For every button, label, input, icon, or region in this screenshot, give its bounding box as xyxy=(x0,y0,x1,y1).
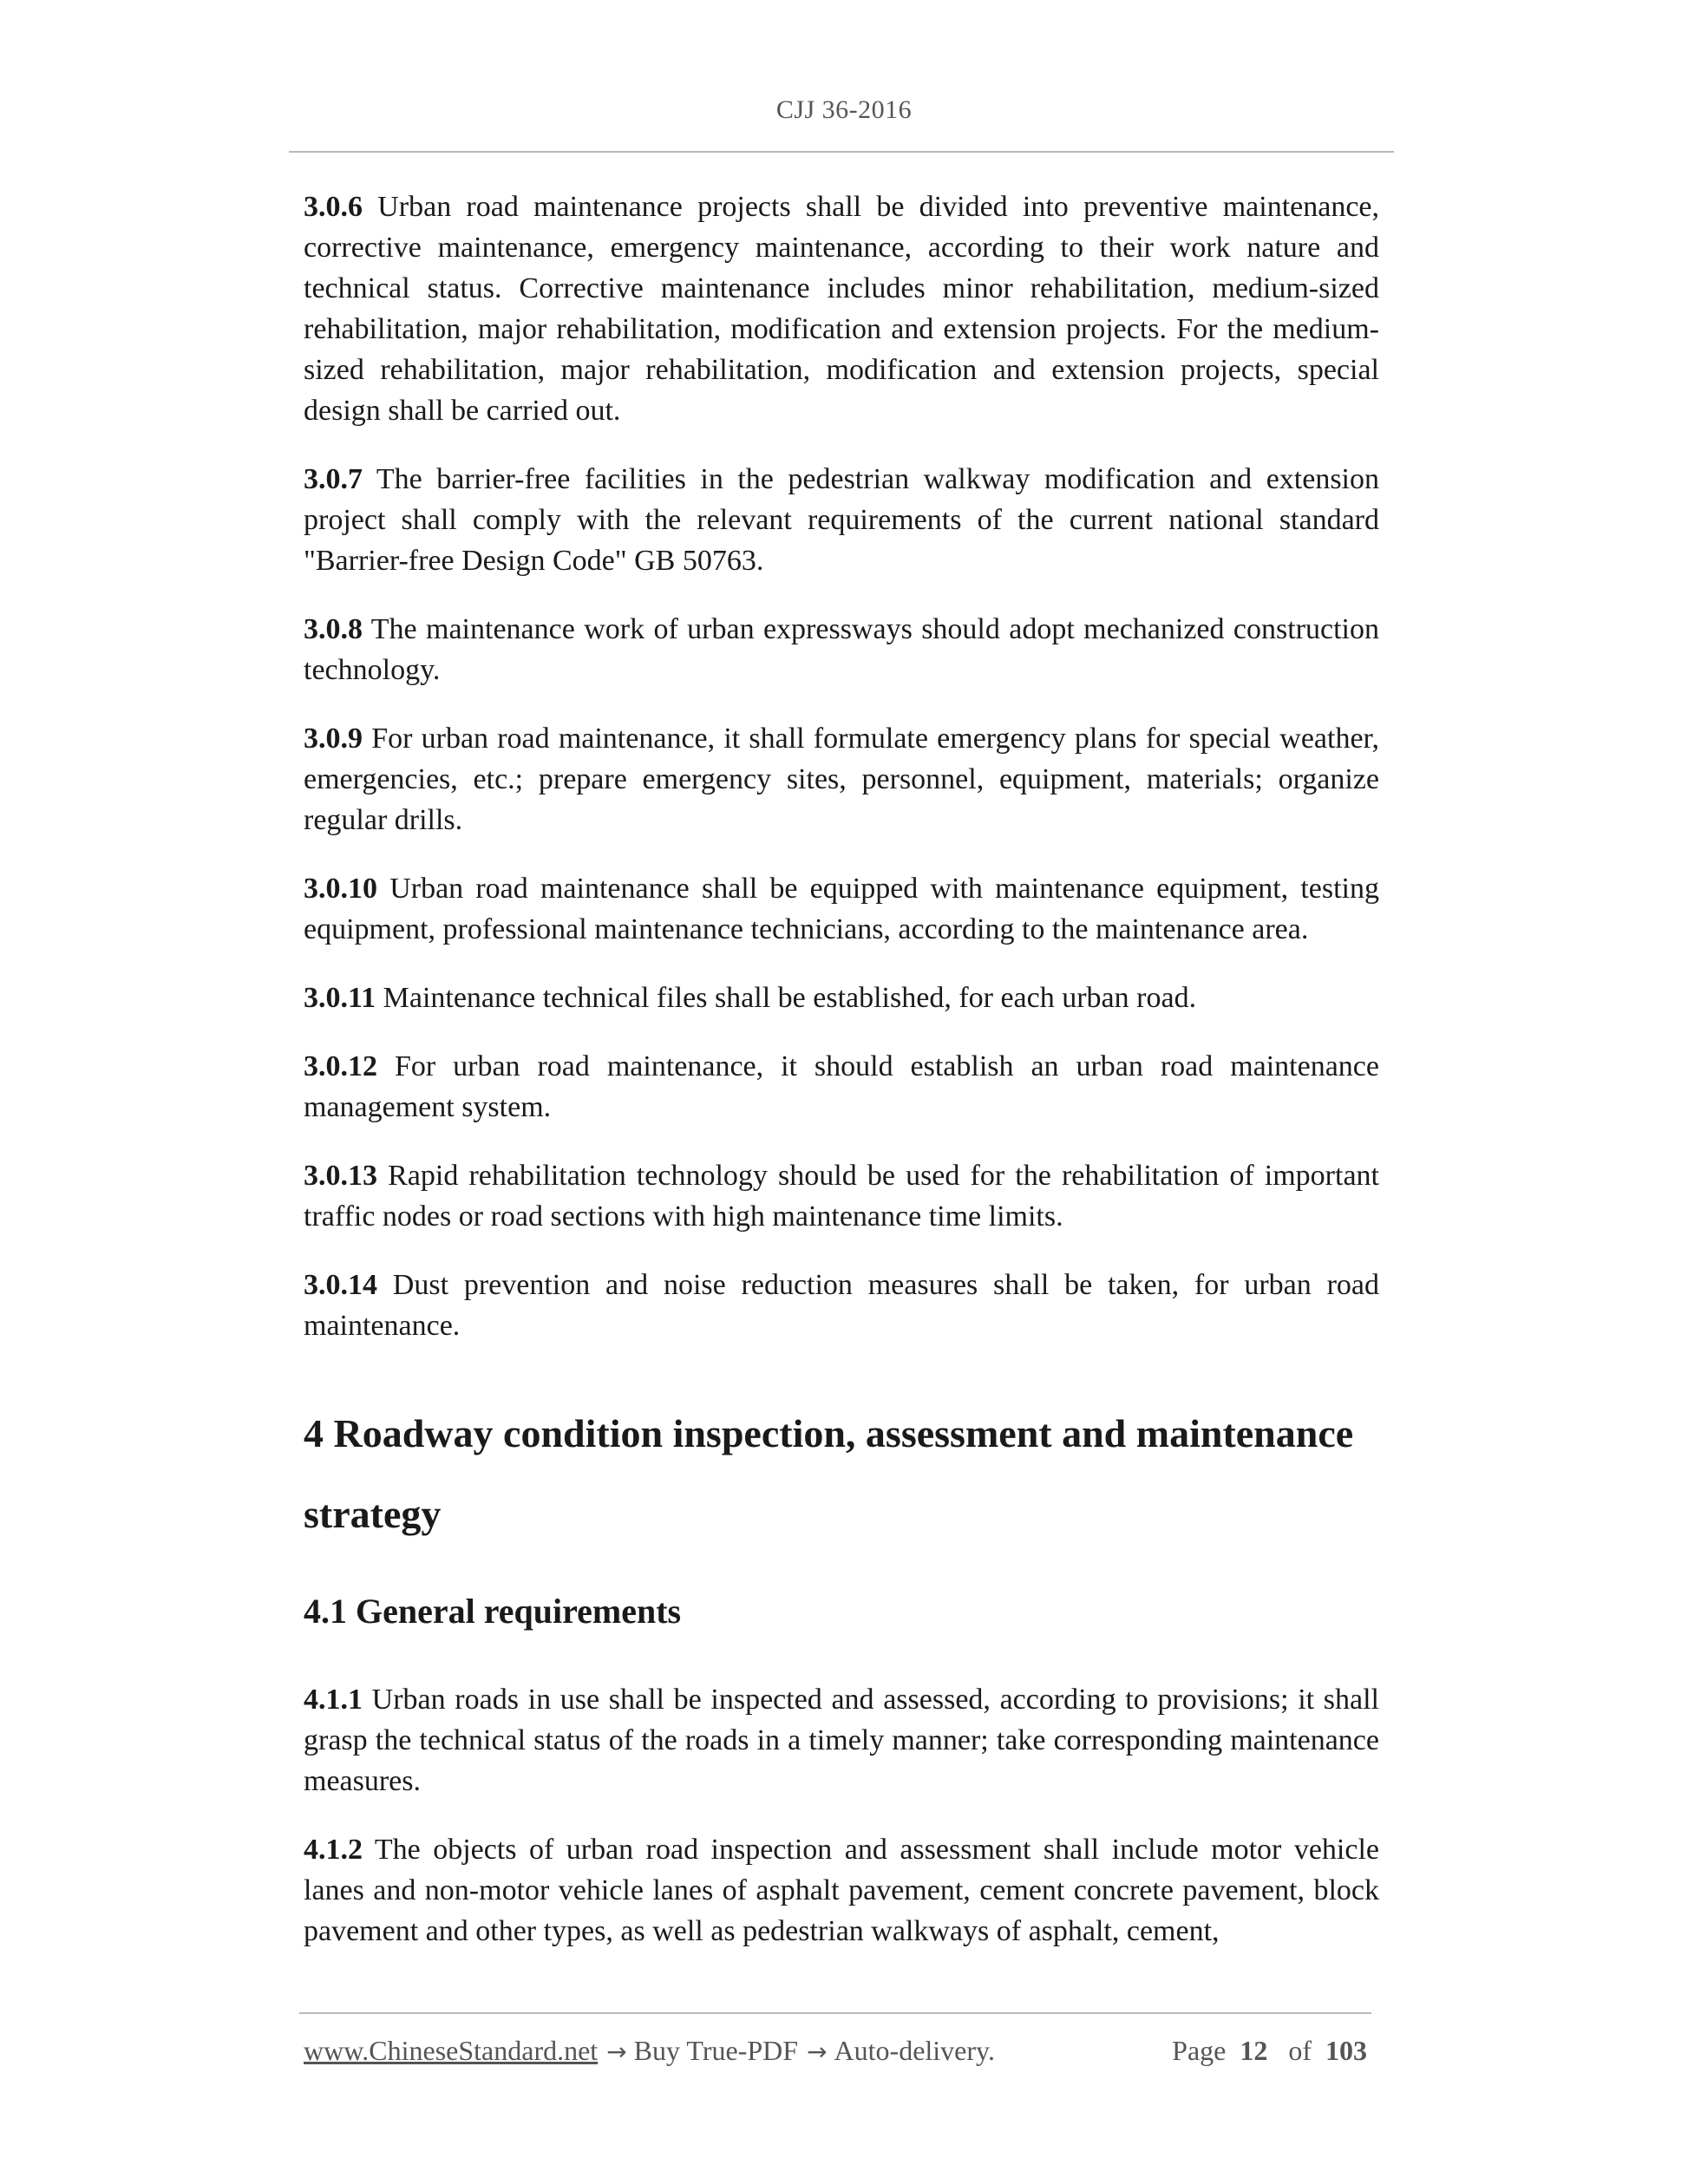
arrow-right-icon: → xyxy=(606,2037,627,2066)
clause-number: 3.0.6 xyxy=(304,191,363,223)
website-link[interactable]: www.ChineseStandard.net xyxy=(304,2035,599,2066)
clause-number: 3.0.11 xyxy=(304,982,376,1014)
document-body xyxy=(304,186,1379,1979)
clause-paragraph xyxy=(304,1265,1379,1346)
clause-paragraph xyxy=(304,978,1379,1018)
page-number xyxy=(1172,2035,1367,2067)
clause-list-section-3 xyxy=(304,186,1379,1346)
clause-number: 3.0.13 xyxy=(304,1160,377,1192)
clause-number: 3.0.12 xyxy=(304,1050,377,1082)
clause-text: Urban roads in use shall be inspected and assessed, according to provisions; it shall grasp the technical status of the roads in a timely manner; take corresponding maintenance measures. xyxy=(304,1684,1379,1797)
auto-delivery-text: Auto-delivery. xyxy=(834,2035,995,2066)
clause-text: The maintenance work of urban expressways should adopt mechanized construction technology. xyxy=(304,613,1379,686)
clause-number: 3.0.8 xyxy=(304,613,363,645)
clause-paragraph xyxy=(304,459,1379,581)
arrow-right-icon: → xyxy=(807,2037,828,2066)
clause-paragraph xyxy=(304,718,1379,840)
clause-text: Dust prevention and noise reduction measures shall be taken, for urban road maintenance. xyxy=(304,1269,1379,1342)
clause-paragraph xyxy=(304,1155,1379,1237)
section-heading: 4.1 General requirements xyxy=(304,1592,682,1631)
clause-text: For urban road maintenance, it should establish an urban road maintenance management system. xyxy=(304,1050,1379,1123)
page-label: Page xyxy=(1172,2035,1227,2066)
of-label: of xyxy=(1288,2035,1312,2066)
clause-paragraph xyxy=(304,1046,1379,1128)
footer-promo xyxy=(304,2035,995,2067)
clause-text: The barrier-free facilities in the pedestrian walkway modification and extension project shall comply with the relevant requirements of the current national standard "Barrier-free Design Code" GB 50763. xyxy=(304,463,1379,577)
clause-text: Urban road maintenance shall be equipped with maintenance equipment, testing equipment, professional maintenance technicians, according to the maintenance area. xyxy=(304,873,1379,945)
clause-text: Urban road maintenance projects shall be divided into preventive maintenance, corrective maintenance, emergency maintenance, according to their work nature and technical status. Corrective maintenance includes minor rehabilitation, medium-sized rehabilitation, major rehabilitation, modification and extension projects. For the medium-sized rehabilitation, major rehabilitation, modification and extension projects, special design shall be carried out. xyxy=(304,191,1379,427)
clause-paragraph xyxy=(304,868,1379,950)
clause-text: Maintenance technical files shall be established, for each urban road. xyxy=(376,982,1197,1014)
clause-number: 3.0.9 xyxy=(304,723,363,755)
clause-paragraph xyxy=(304,1679,1379,1801)
header-divider xyxy=(289,151,1394,153)
clause-number: 3.0.10 xyxy=(304,873,377,905)
chapter-heading: 4 Roadway condition inspection, assessment and maintenance strategy xyxy=(304,1411,1354,1536)
clause-number: 3.0.14 xyxy=(304,1269,377,1301)
clause-paragraph xyxy=(304,186,1379,431)
clause-number: 3.0.7 xyxy=(304,463,363,495)
clause-text: For urban road maintenance, it shall formulate emergency plans for special weather, emergencies, etc.; prepare emergency sites, personnel, equipment, materials; organize regular drills. xyxy=(304,723,1379,836)
total-pages: 103 xyxy=(1325,2035,1367,2066)
clause-text: Rapid rehabilitation technology should be used for the rehabilitation of important traffic nodes or road sections with high maintenance time limits. xyxy=(304,1160,1379,1233)
clause-list-section-4 xyxy=(304,1679,1379,1952)
clause-text: The objects of urban road inspection and assessment shall include motor vehicle lanes and non-motor vehicle lanes of asphalt pavement, cement concrete pavement, block pavement and other types, as well as pedestrian walkways of asphalt, cement, xyxy=(304,1834,1379,1947)
clause-paragraph xyxy=(304,609,1379,690)
clause-paragraph xyxy=(304,1829,1379,1952)
clause-number: 4.1.2 xyxy=(304,1834,363,1866)
buy-pdf-text: Buy True-PDF xyxy=(633,2035,799,2066)
current-page: 12 xyxy=(1240,2035,1268,2066)
clause-number: 4.1.1 xyxy=(304,1684,363,1716)
running-header: CJJ 36-2016 xyxy=(775,95,913,124)
footer-divider xyxy=(299,2012,1371,2014)
